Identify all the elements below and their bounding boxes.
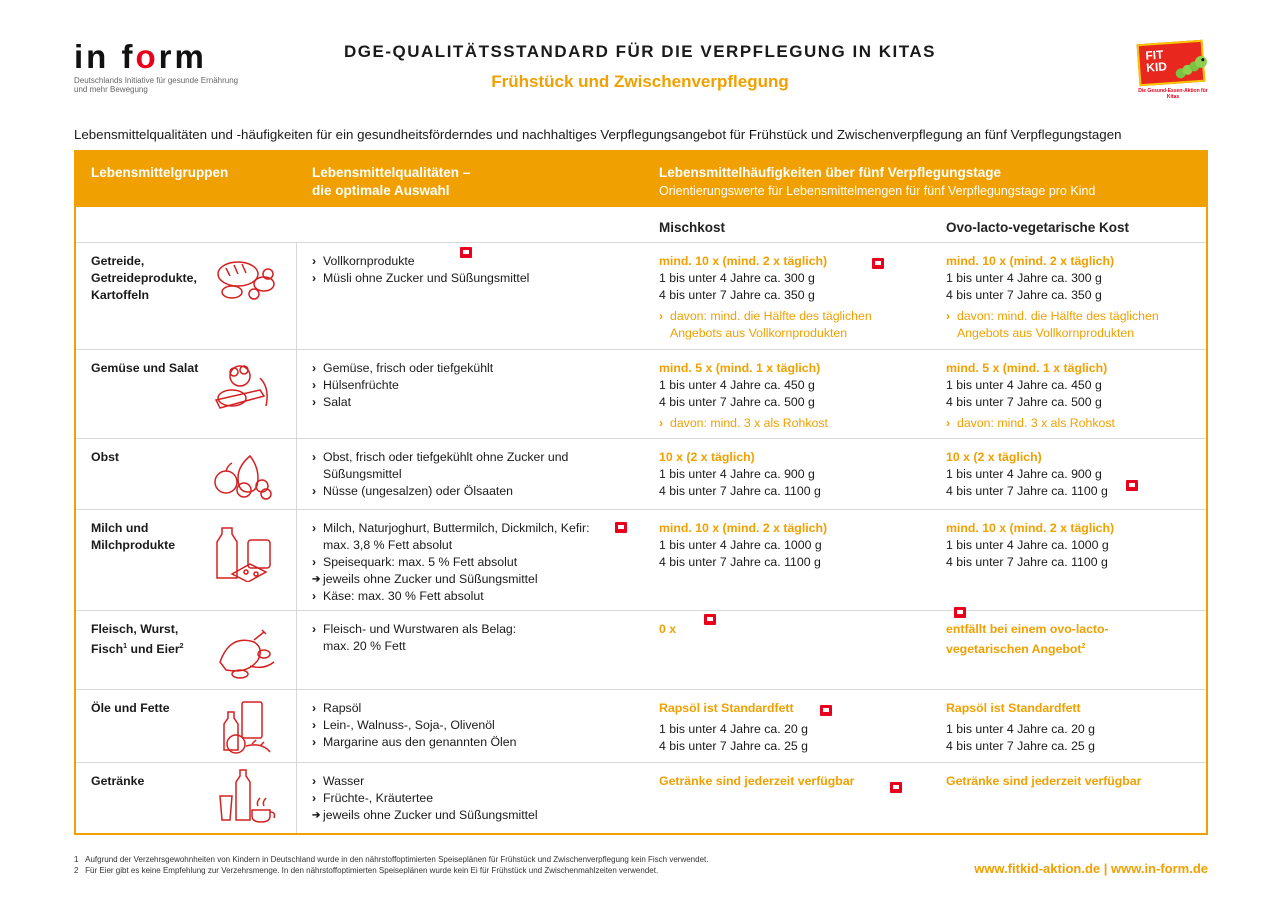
divider [76,242,1206,243]
th-quality: Lebensmittelqualitäten – die optimale Auswahl [312,165,471,198]
th-frequency: Lebensmittelhäufigkeiten über fünf Verpflegungstage Orientierungswerte für Lebensmittelmengen für fünf Verpflegungstage pro Kind [659,165,1096,198]
group-drinks: Getränke [91,774,145,788]
footnote-1: 1 Aufgrund der Verzehrsgewohnheiten von Kindern in Deutschland wurde in den nährstoffoptimierten Speiseplänen für Frühstück und Zwischenverpflegung kein Fisch verwendet. [74,855,709,864]
comment-icon[interactable] [1126,480,1138,491]
th-groups: Lebensmittelgruppen [91,165,229,180]
fitkid-text: FIT KID [1144,47,1168,75]
website-links[interactable]: www.fitkid-aktion.de | www.in-form.de [974,861,1208,876]
page-title: DGE-QUALITÄTSSTANDARD FÜR DIE VERPFLEGUNG IN KITAS [344,42,936,61]
col-mischkost: Mischkost [659,220,726,235]
quality-fruit: › Obst, frisch oder tiefgekühlt ohne Zucker und Süßungsmittel › Nüsse (ungesalzen) oder Ölsaaten [312,449,568,500]
comment-icon[interactable] [615,522,627,533]
group-fruit: Obst [91,450,120,464]
table-header [76,152,1206,207]
misch-fruit: 10 x (2 x täglich) 1 bis unter 4 Jahre ca. 900 g 4 bis unter 7 Jahre ca. 1100 g [659,450,821,498]
quality-dairy: › Milch, Naturjoghurt, Buttermilch, Dickmilch, Kefir: max. 3,8 % Fett absolut › Speisequark: max. 5 % Fett absolut ➔ jeweils ohne Zucker und Süßungsmittel › Käse: max. 30 % Fett absolut [312,520,590,605]
quality-oils: › Rapsöl › Lein-, Walnuss-, Soja-, Olivenöl › Margarine aus den genannten Ölen [312,700,516,751]
ovo-oils: Rapsöl ist Standardfett 1 bis unter 4 Jahre ca. 20 g 4 bis unter 7 Jahre ca. 25 g [946,701,1096,753]
misch-dairy: mind. 10 x (mind. 2 x täglich) 1 bis unter 4 Jahre ca. 1000 g 4 bis unter 7 Jahre ca. 1100 g [659,521,828,569]
vegetables-icon [210,360,280,420]
misch-oils: Rapsöl ist Standardfett 1 bis unter 4 Jahre ca. 20 g 4 bis unter 7 Jahre ca. 25 g [659,701,809,753]
fitkid-logo [1138,42,1208,100]
misch-vegetables: mind. 5 x (mind. 1 x täglich) 1 bis unter 4 Jahre ca. 450 g 4 bis unter 7 Jahre ca. 500 g › davon: mind. 3 x als Rohkost [659,360,828,432]
oil-icon [212,698,282,758]
divider [76,762,1206,763]
bread-icon [212,254,282,314]
group-cereals: Getreide, Getreideprodukte, Kartoffeln [91,254,197,302]
divider [76,349,1206,350]
fitkid-badge [1137,40,1206,87]
quality-vegetables: › Gemüse, frisch oder tiefgekühlt › Hülsenfrüchte › Salat [312,360,493,411]
caterpillar-icon [1173,51,1209,81]
ovo-meat: entfällt bei einem ovo-lacto- vegetarischen Angebot$^2$ [946,622,1109,657]
footnote-2: 2 Für Eier gibt es keine Empfehlung zur Verzehrsmenge. In den nährstoffoptimierten Speiseplänen wurde kein Ei für Frühstück und Zwischenmahlzeiten verwendet. [74,866,659,875]
ovo-drinks: Getränke sind jederzeit verfügbar [946,774,1142,788]
column-divider [296,242,297,833]
page-header [300,42,980,92]
divider [76,689,1206,690]
comment-icon[interactable] [872,258,884,269]
divider [76,509,1206,510]
group-dairy: Milch und Milchprodukte [91,521,176,552]
quality-cereals: › Vollkornprodukte › Müsli ohne Zucker und Süßungsmittel [312,253,529,287]
logo-subtitle: Deutschlands Initiative für gesunde Ernährung und mehr Bewegung [74,76,239,94]
food-table [74,150,1208,835]
comment-icon[interactable] [890,782,902,793]
misch-cereals: mind. 10 x (mind. 2 x täglich) 1 bis unter 4 Jahre ca. 300 g 4 bis unter 7 Jahre ca. 350 g › davon: mind. die Hälfte des täglichen Angebots aus Vollkornprodukten [659,253,872,342]
comment-icon[interactable] [704,614,716,625]
logo-word-a: in f [74,38,136,75]
intro-text: Lebensmittelqualitäten und -häufigkeiten für ein gesundheitsförderndes und nachhaltiges Verpflegungsangebot für Frühstück und Zwischenverpflegung an fünf Verpflegungstagen [74,127,1122,142]
divider [76,438,1206,439]
divider [76,610,1206,611]
page-subtitle: Frühstück und Zwischenverpflegung [491,72,789,91]
ovo-fruit: 10 x (2 x täglich) 1 bis unter 4 Jahre ca. 900 g 4 bis unter 7 Jahre ca. 1100 g [946,450,1108,498]
logo-word-b: rm [158,38,207,75]
group-vegetables: Gemüse und Salat [91,361,199,375]
meat-icon [210,622,280,682]
dairy-icon [212,522,282,582]
ovo-cereals: mind. 10 x (mind. 2 x täglich) 1 bis unter 4 Jahre ca. 300 g 4 bis unter 7 Jahre ca. 350 g › davon: mind. die Hälfte des täglichen Angebots aus Vollkornprodukten [946,253,1159,342]
quality-drinks: › Wasser › Früchte-, Kräutertee ➔ jeweils ohne Zucker und Süßungsmittel [312,773,538,824]
comment-icon[interactable] [820,705,832,716]
comment-icon[interactable] [460,247,472,258]
col-ovo: Ovo-lacto-vegetarische Kost [946,220,1130,235]
group-oils: Öle und Fette [91,701,170,715]
drinks-icon [212,766,282,826]
quality-meat: › Fleisch- und Wurstwaren als Belag: max. 20 % Fett [312,621,516,655]
ovo-dairy: mind. 10 x (mind. 2 x täglich) 1 bis unter 4 Jahre ca. 1000 g 4 bis unter 7 Jahre ca. 1100 g [946,521,1115,569]
fruit-icon [210,446,280,506]
misch-drinks: Getränke sind jederzeit verfügbar [659,774,855,788]
comment-icon[interactable] [954,607,966,618]
group-meat: Fleisch, Wurst, Fisch$^1$ und Eier$^2$ [91,622,184,657]
in-form-logo [74,40,249,94]
misch-meat: 0 x [659,622,677,636]
ovo-vegetables: mind. 5 x (mind. 1 x täglich) 1 bis unter 4 Jahre ca. 450 g 4 bis unter 7 Jahre ca. 500 g › davon: mind. 3 x als Rohkost [946,360,1115,432]
fitkid-tagline: Die Gesund-Essen-Aktion für Kitas [1138,88,1208,100]
logo-o-mark: o [135,38,159,75]
